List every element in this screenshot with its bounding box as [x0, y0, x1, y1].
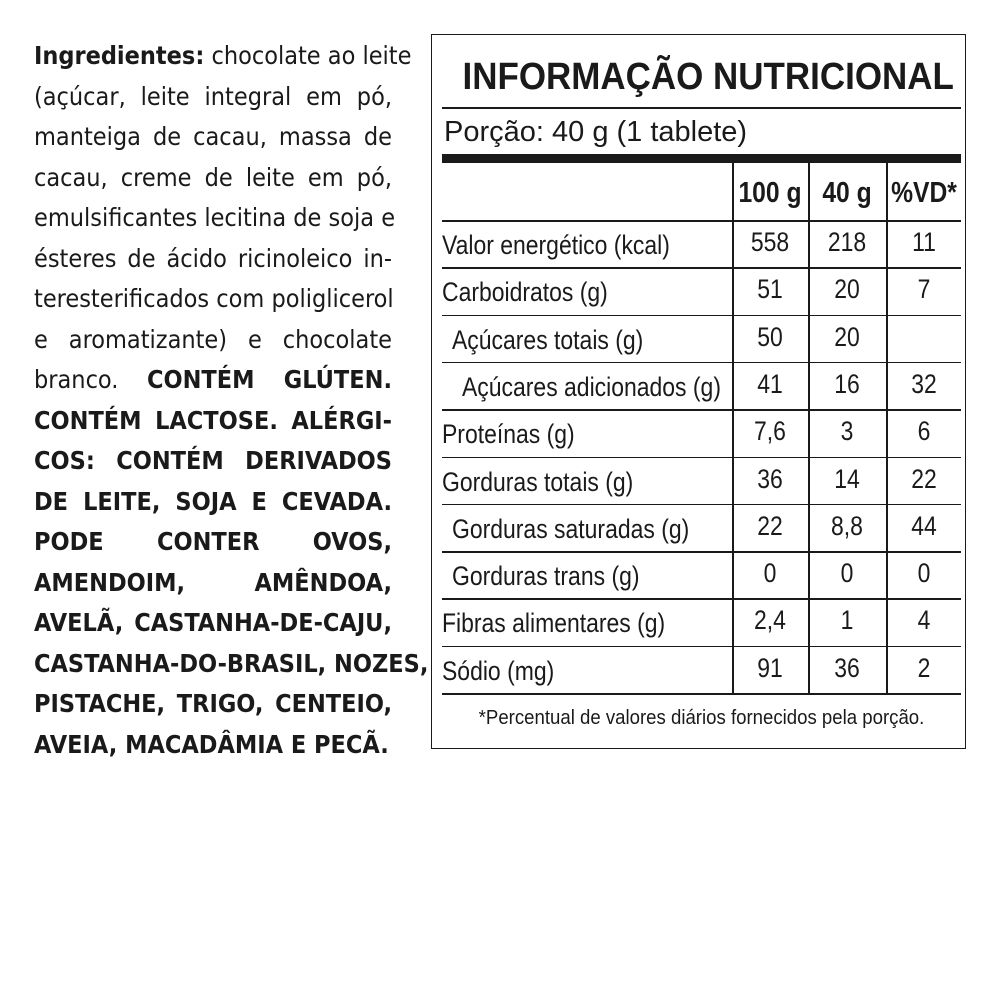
ingredients-text — [34, 36, 429, 765]
nutrient-value: 22 — [911, 463, 937, 494]
nutrient-value: 41 — [757, 368, 783, 399]
nutrient-label: Carboidratos (g) — [442, 277, 608, 308]
body-text: branco. — [34, 365, 147, 394]
column-divider — [808, 163, 810, 693]
nutrient-value: 44 — [911, 510, 937, 541]
divider — [442, 107, 961, 109]
body-text: emulsificantes lecitina de soja e — [34, 203, 396, 232]
ingredients-line — [34, 158, 392, 199]
nutrient-value: 0 — [917, 558, 931, 589]
bold-text: COS: CONTÉM DERIVADOS — [34, 446, 392, 475]
row-divider — [442, 646, 961, 648]
row-divider — [442, 551, 961, 553]
nutrient-value: 0 — [840, 558, 854, 589]
body-text: teresterificados com poliglicerol — [34, 284, 394, 313]
column-header: 100 g — [738, 177, 802, 209]
nutrition-facts-table — [431, 34, 966, 749]
bold-text: CASTANHA-DO-BRASIL, NOZES, — [34, 648, 429, 678]
ingredients-line — [34, 522, 392, 563]
bold-text: AMENDOIM, AMÊNDOA, — [34, 567, 392, 597]
nutrient-value: 91 — [757, 652, 783, 683]
footnote: *Percentual de valores diários fornecidos pela porção. — [478, 707, 925, 729]
row-divider — [442, 693, 961, 695]
nutrient-value: 36 — [757, 463, 783, 494]
column-header: 40 g — [822, 177, 872, 209]
ingredients-line — [34, 482, 392, 523]
row-divider — [442, 598, 961, 600]
nutrient-value: 50 — [757, 321, 783, 352]
ingredients-line — [34, 279, 392, 320]
nutrient-value: 36 — [834, 652, 860, 683]
row-divider — [442, 504, 961, 506]
nutrient-value: 7 — [917, 274, 931, 305]
ingredients-line — [34, 320, 392, 361]
bold-text: Ingredientes: — [34, 41, 205, 70]
nutrient-value: 1 — [840, 605, 854, 636]
ingredients-line — [34, 36, 412, 77]
nutrient-value: 218 — [827, 227, 867, 257]
nutrient-value: 8,8 — [831, 510, 863, 541]
nutrient-value: 22 — [757, 510, 783, 541]
nutrient-value: 11 — [912, 227, 936, 257]
bold-text: PISTACHE, TRIGO, CENTEIO, — [34, 689, 392, 718]
row-divider — [442, 457, 961, 459]
nutrient-value: 2,4 — [754, 605, 786, 636]
ingredients-line — [34, 239, 392, 280]
nutrient-label: Gorduras saturadas (g) — [452, 513, 690, 544]
row-divider — [442, 362, 961, 364]
thick-divider — [442, 154, 961, 163]
body-text: chocolate ao leite — [204, 41, 412, 70]
nutrient-label: Gorduras totais (g) — [442, 466, 634, 497]
row-divider — [442, 267, 961, 269]
nutrient-value: 3 — [840, 416, 854, 447]
nutrient-value: 20 — [834, 274, 860, 305]
nutrient-label: Proteínas (g) — [442, 419, 575, 450]
body-text: e aromatizante) e chocolate — [34, 324, 392, 354]
nutrient-value: 51 — [757, 274, 783, 305]
bold-text: AVELÃ, CASTANHA-DE-CAJU, — [34, 608, 392, 637]
ingredients-line — [34, 684, 392, 725]
bold-text: AVEIA, MACADÂMIA E PECÃ. — [34, 729, 389, 759]
nutrient-label: Sódio (mg) — [442, 655, 555, 686]
column-divider — [732, 163, 734, 693]
body-text: (açúcar, leite integral em pó, — [34, 81, 392, 111]
nutrient-label: Valor energético (kcal) — [442, 230, 670, 260]
ingredients-line — [34, 401, 392, 442]
ingredients-line — [34, 725, 392, 766]
nutrient-value: 20 — [834, 321, 860, 352]
divider — [442, 220, 961, 222]
nutrient-label: Gorduras trans (g) — [452, 561, 640, 592]
body-text: manteiga de cacau, massa de — [34, 122, 392, 151]
nutrient-value: 14 — [834, 463, 860, 494]
column-header: %VD* — [891, 177, 957, 209]
ingredients-line — [34, 360, 392, 401]
ingredients-line — [34, 644, 429, 685]
nutrient-value: 4 — [917, 605, 931, 636]
nutrient-label: Açúcares totais (g) — [452, 324, 644, 355]
bold-text: CONTÉM LACTOSE. ALÉRGI- — [34, 405, 392, 435]
nutrient-value: 32 — [911, 368, 937, 399]
bold-text: PODE CONTER OVOS, — [34, 527, 392, 556]
ingredients-line — [34, 77, 392, 118]
nutrient-value: 6 — [917, 416, 931, 447]
row-divider — [442, 409, 961, 411]
column-divider — [886, 163, 888, 693]
row-divider — [442, 315, 961, 317]
ingredients-line — [34, 117, 392, 158]
bold-text: DE LEITE, SOJA E CEVADA. — [34, 486, 392, 516]
ingredients-line — [34, 198, 396, 239]
bold-text: CONTÉM GLÚTEN. — [146, 365, 393, 394]
nutrient-value: 0 — [763, 558, 777, 589]
body-text: ésteres de ácido ricinoleico in- — [34, 243, 392, 273]
nutrient-value: 7,6 — [754, 416, 786, 447]
nutrient-label: Fibras alimentares (g) — [442, 608, 666, 639]
nutrient-value: 16 — [834, 368, 860, 399]
ingredients-line — [34, 441, 392, 482]
ingredients-line — [34, 603, 392, 644]
nutrient-value: 558 — [750, 227, 790, 257]
body-text: cacau, creme de leite em pó, — [34, 162, 392, 192]
nutrition-title: INFORMAÇÃO NUTRICIONAL — [462, 56, 954, 98]
ingredients-line — [34, 563, 392, 604]
nutrient-value: 2 — [917, 652, 931, 683]
portion-size: Porção: 40 g (1 tablete) — [444, 116, 748, 148]
nutrient-label: Açúcares adicionados (g) — [462, 371, 721, 402]
